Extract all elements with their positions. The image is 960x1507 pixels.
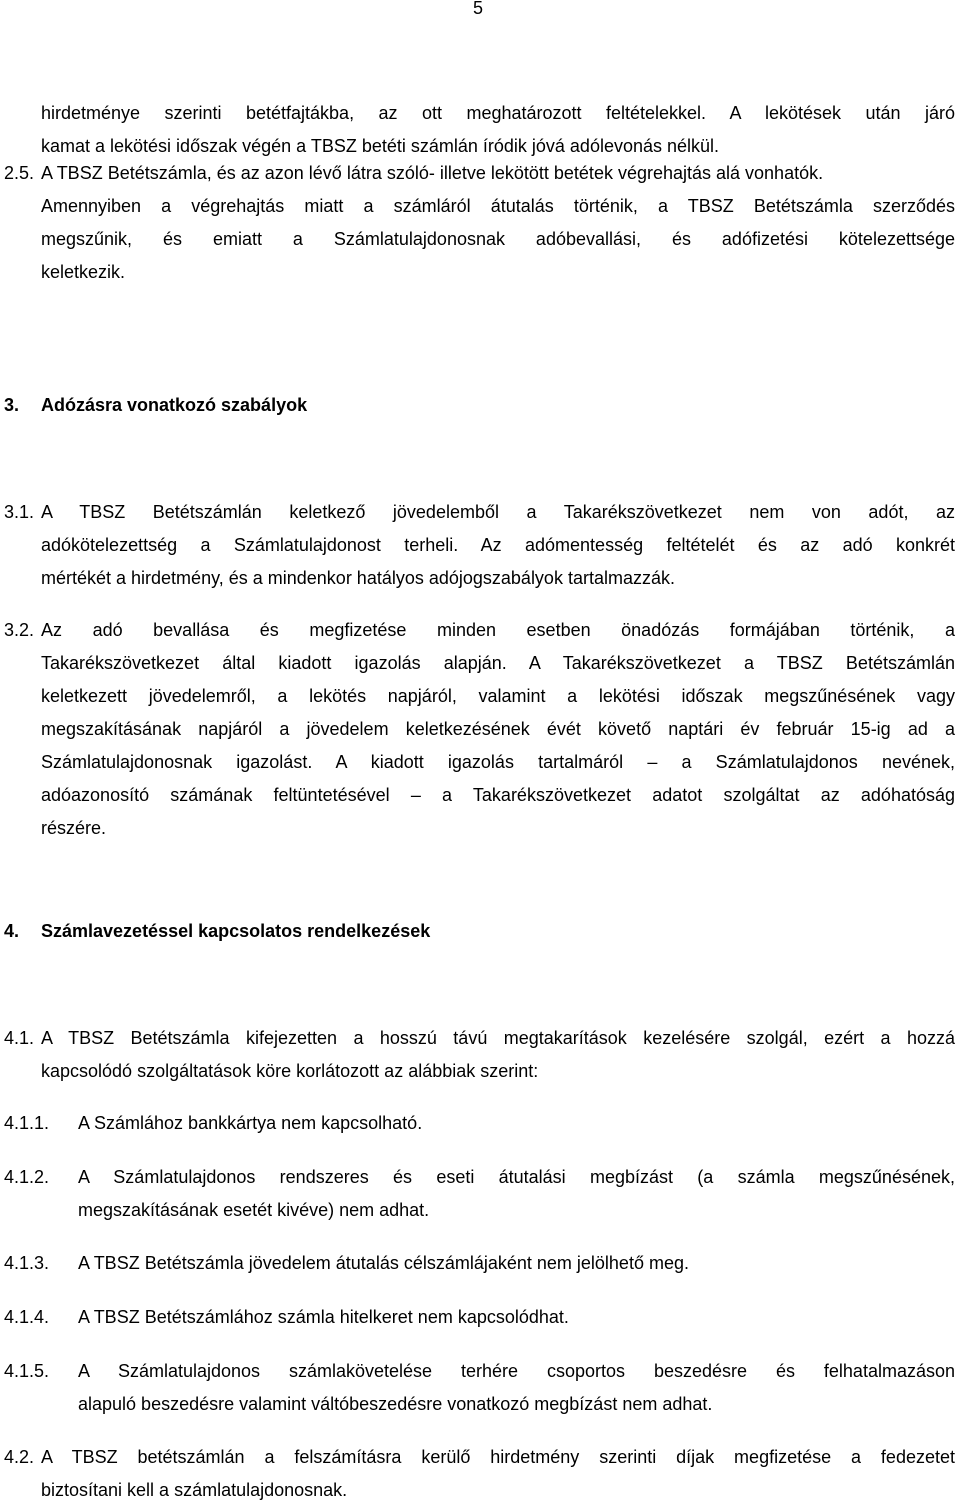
clause-number: 4.1.5.	[4, 1361, 50, 1381]
text-line: A Számlatulajdonos számlakövetelése terhére csoportos beszedésre és felhatalmazáson	[78, 1361, 955, 1381]
text-line: alapuló beszedésre valamint váltóbeszedésre vonatkozó megbízást nem adhat.	[78, 1394, 713, 1414]
text-line: A TBSZ betétszámlán a felszámításra kerülő hirdetmény szerinti díjak megfizetése a fedezetet	[41, 1447, 955, 1467]
text-line: Amennyiben a végrehajtás miatt a számláról átutalás történik, a TBSZ Betétszámla szerződés	[41, 196, 955, 216]
text-line: adóazonosító számának feltüntetésével – a Takarékszövetkezet adatot szolgáltat az adóhatóság	[41, 785, 955, 805]
text-line: Az adó bevallása és megfizetése minden esetben önadózás formájában történik, a	[41, 620, 955, 640]
text-line: Takarékszövetkezet által kiadott igazolás alapján. A Takarékszövetkezet a TBSZ Betétszámlán	[41, 653, 955, 673]
text-line: kapcsolódó szolgáltatások köre korlátozott az alábbiak szerint:	[41, 1061, 539, 1081]
section-title: Adózásra vonatkozó szabályok	[41, 395, 308, 415]
section-number: 3.	[4, 395, 20, 415]
text-line: A TBSZ Betétszámla jövedelem átutalás célszámlájaként nem jelölhető meg.	[78, 1253, 689, 1273]
text-line: A Számlatulajdonos rendszeres és eseti átutalási megbízást (a számla megszűnésének,	[78, 1167, 955, 1187]
clause-number: 4.1.1.	[4, 1113, 50, 1133]
clause-number: 4.1.4.	[4, 1307, 50, 1327]
section-number: 4.	[4, 921, 20, 941]
text-line: A TBSZ Betétszámla, és az azon lévő látra szóló- illetve lekötött betétek végrehajtás alá vonhatók.	[41, 163, 824, 183]
text-line: megszakításának napjáról a jövedelem keletkezésének évét követő naptári év február 15-ig ad a	[41, 719, 955, 739]
text-line: kamat a lekötési időszak végén a TBSZ betéti számlán íródik jóvá adólevonás nélkül.	[41, 136, 720, 156]
text-line: részére.	[41, 818, 107, 838]
clause-number: 2.5.	[4, 163, 35, 183]
text-line: biztosítani kell a számlatulajdonosnak.	[41, 1480, 348, 1500]
text-line: Számlatulajdonosnak igazolást. A kiadott igazolás tartalmáról – a Számlatulajdonos nevének,	[41, 752, 955, 772]
text-line: adókötelezettség a Számlatulajdonost terheli. Az adómentesség feltételét és az adó konkrét	[41, 535, 955, 555]
text-line: keletkezett jövedelemről, a lekötés napjáról, valamint a lekötési időszak megszűnésének vagy	[41, 686, 955, 706]
text-line: A Számlához bankkártya nem kapcsolható.	[78, 1113, 423, 1133]
text-line: keletkezik.	[41, 262, 126, 282]
section-title: Számlavezetéssel kapcsolatos rendelkezések	[41, 921, 431, 941]
clause-number: 4.1.3.	[4, 1253, 50, 1273]
clause-number: 4.1.2.	[4, 1167, 50, 1187]
text-line: megszakításának esetét kivéve) nem adhat.	[78, 1200, 430, 1220]
text-line: mértékét a hirdetmény, és a mindenkor hatályos adójogszabályok tartalmazzák.	[41, 568, 675, 588]
clause-number: 4.1.	[4, 1028, 35, 1048]
text-line: A TBSZ Betétszámlához számla hitelkeret nem kapcsolódhat.	[78, 1307, 569, 1327]
text-line: A TBSZ Betétszámlán keletkező jövedelemből a Takarékszövetkezet nem von adót, az	[41, 502, 955, 522]
clause-number: 4.2.	[4, 1447, 35, 1467]
clause-number: 3.1.	[4, 502, 35, 522]
text-line: megszűnik, és emiatt a Számlatulajdonosnak adóbevallási, és adófizetési kötelezettsége	[41, 229, 955, 249]
text-line: A TBSZ Betétszámla kifejezetten a hosszú távú megtakarítások kezelésére szolgál, ezért a hozzá	[41, 1028, 955, 1048]
clause-number: 3.2.	[4, 620, 35, 640]
page-number: 5	[473, 0, 484, 18]
text-line: hirdetménye szerinti betétfajtákba, az ott meghatározott feltételekkel. A lekötések után járó	[41, 103, 955, 123]
